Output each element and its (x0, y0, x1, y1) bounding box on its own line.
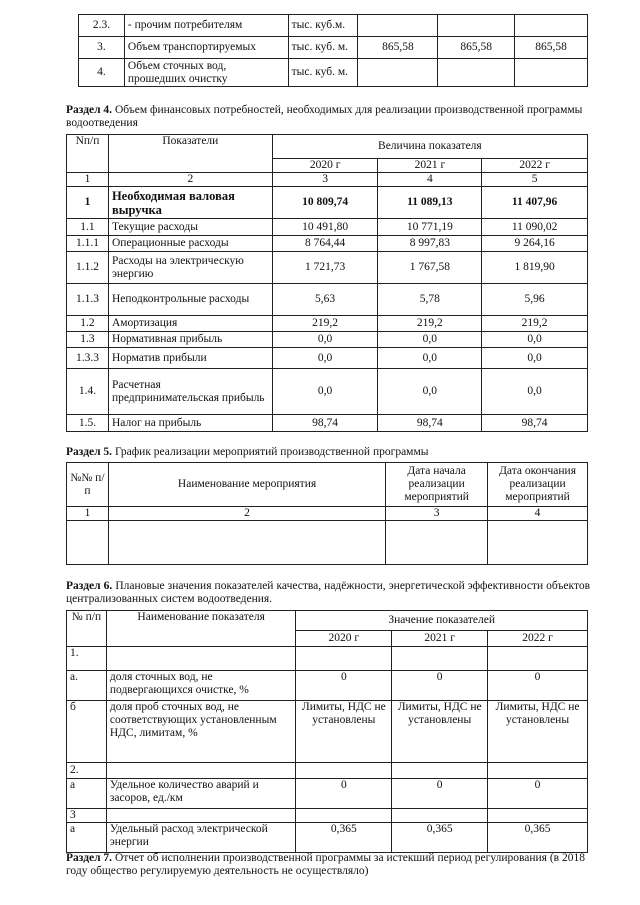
empty-cell (108, 521, 385, 565)
section-5-title: График реализации мероприятий производственной программы (114, 446, 429, 458)
header-end-date: Дата окончания реализации мероприятий (488, 463, 588, 507)
row-number: 2.3. (79, 15, 125, 37)
value-2022: 865,58 (515, 37, 588, 59)
value-2021: 0,0 (378, 348, 482, 369)
value-2021 (438, 59, 515, 87)
value-2021 (438, 15, 515, 37)
column-index-5: 5 (482, 173, 588, 187)
row-number: 1.1.2 (67, 252, 109, 284)
value-2022: 9 264,16 (482, 236, 588, 252)
row-name (106, 647, 296, 671)
table-row (67, 763, 588, 779)
financial-needs-table (66, 134, 588, 432)
value-2022 (488, 647, 588, 671)
value-2020: 0 (296, 671, 392, 701)
row-name: Неподконтрольные расходы (108, 284, 272, 316)
row-number: 1. (67, 647, 107, 671)
table-row (67, 779, 588, 809)
value-2022: 0,0 (482, 369, 588, 415)
row-number: 1.3 (67, 332, 109, 348)
section-4-title: Объем финансовых потребностей, необходимых для реализации производственной программы водоотведения (66, 104, 583, 129)
row-name: Необходимая валовая выручка (108, 187, 272, 219)
row-number: а. (67, 671, 107, 701)
value-2020: 10 809,74 (272, 187, 378, 219)
header-year-2021: 2021 г (392, 631, 488, 647)
row-number: а (67, 823, 107, 853)
section-4-label: Раздел 4. (66, 104, 113, 116)
value-2020: 5,63 (272, 284, 378, 316)
value-2021: 10 771,19 (378, 219, 482, 236)
header-start-date: Дата начала реализации мероприятий (386, 463, 488, 507)
row-name: Объем транспортируемых (124, 37, 288, 59)
table-row (67, 332, 588, 348)
table-row (79, 15, 588, 37)
table-row (67, 187, 588, 219)
row-name: Норматив прибыли (108, 348, 272, 369)
row-number: 1.3.3 (67, 348, 109, 369)
value-2021: 0,0 (378, 332, 482, 348)
empty-cell (488, 521, 588, 565)
value-2020 (358, 59, 438, 87)
value-2021 (392, 647, 488, 671)
value-2022: Лимиты, НДС не установлены (488, 701, 588, 763)
section-6-heading (66, 580, 590, 606)
value-2022 (515, 59, 588, 87)
value-2021: 98,74 (378, 415, 482, 432)
value-2022 (515, 15, 588, 37)
row-name: Операционные расходы (108, 236, 272, 252)
value-2022: 98,74 (482, 415, 588, 432)
value-2021: Лимиты, НДС не установлены (392, 701, 488, 763)
table-row (67, 823, 588, 853)
value-2022: 0 (488, 779, 588, 809)
row-number: а (67, 779, 107, 809)
value-2020: 0,0 (272, 369, 378, 415)
value-2021: 11 089,13 (378, 187, 482, 219)
row-number: б (67, 701, 107, 763)
table-row (67, 348, 588, 369)
table-row (79, 37, 588, 59)
empty-cell (67, 521, 109, 565)
section-4-heading (66, 104, 590, 130)
row-number: 1.5. (67, 415, 109, 432)
row-name: доля проб сточных вод, не соответствующих установленным НДС, лимитам, % (106, 701, 296, 763)
row-name: Налог на прибыль (108, 415, 272, 432)
column-index-3: 3 (386, 507, 488, 521)
value-2021 (392, 809, 488, 823)
section-6-label: Раздел 6. (66, 580, 113, 592)
row-unit: тыс. куб. м. (288, 37, 358, 59)
row-number: 1.1 (67, 219, 109, 236)
row-name: Нормативная прибыль (108, 332, 272, 348)
column-index-3: 3 (272, 173, 378, 187)
value-2022: 11 090,02 (482, 219, 588, 236)
value-2020: 1 721,73 (272, 252, 378, 284)
row-number: 1.2 (67, 316, 109, 332)
value-2022 (488, 809, 588, 823)
header-number: Nп/п (67, 135, 109, 173)
row-name: Удельное количество аварий и засоров, ед./км (106, 779, 296, 809)
table-row (67, 647, 588, 671)
table-row (67, 219, 588, 236)
section-5-heading (66, 446, 590, 459)
header-number: №№ п/п (67, 463, 109, 507)
row-unit: тыс. куб.м. (288, 15, 358, 37)
value-2020: 0,365 (296, 823, 392, 853)
header-value: Значение показателей (296, 611, 588, 631)
table-row (67, 236, 588, 252)
value-2022: 219,2 (482, 316, 588, 332)
row-name (106, 763, 296, 779)
value-2022: 11 407,96 (482, 187, 588, 219)
value-2022: 0,0 (482, 348, 588, 369)
row-name: Расчетная предпринимательская прибыль (108, 369, 272, 415)
schedule-table (66, 462, 588, 565)
value-2022: 0,0 (482, 332, 588, 348)
header-number: № п/п (67, 611, 107, 647)
column-index-1: 1 (67, 173, 109, 187)
value-2022: 0,365 (488, 823, 588, 853)
section-6-title: Плановые значения показателей качества, надёжности, энергетической эффективности объектов централизованных систем водоотведения. (66, 580, 591, 605)
column-index-4: 4 (378, 173, 482, 187)
value-2021: 1 767,58 (378, 252, 482, 284)
row-name: доля сточных вод, не подвергающихся очистке, % (106, 671, 296, 701)
value-2020: 865,58 (358, 37, 438, 59)
value-2021: 865,58 (438, 37, 515, 59)
value-2021: 0 (392, 779, 488, 809)
table-row (67, 521, 588, 565)
value-2022: 5,96 (482, 284, 588, 316)
table-row (67, 252, 588, 284)
value-2021 (392, 763, 488, 779)
section-5-label: Раздел 5. (66, 446, 113, 458)
header-year-2021: 2021 г (378, 159, 482, 173)
value-2021: 0,0 (378, 369, 482, 415)
value-2020: 219,2 (272, 316, 378, 332)
header-year-2020: 2020 г (296, 631, 392, 647)
row-name: Удельный расход электрической энергии (106, 823, 296, 853)
value-2022: 1 819,90 (482, 252, 588, 284)
header-indicator-name: Наименование показателя (106, 611, 296, 647)
section-7-title: Отчет об исполнении производственной программы за истекший период регулирования (в 2018 году общество регулируемую деятельность не осуществляло) (66, 852, 585, 877)
value-2020 (358, 15, 438, 37)
volume-table (78, 14, 588, 87)
value-2020: 0,0 (272, 332, 378, 348)
table-row (67, 809, 588, 823)
column-index-1: 1 (67, 507, 109, 521)
table-row (67, 369, 588, 415)
header-indicator: Показатели (108, 135, 272, 173)
column-index-2: 2 (108, 507, 385, 521)
row-number: 3 (67, 809, 107, 823)
table-row (67, 284, 588, 316)
table-row (67, 415, 588, 432)
row-number: 3. (79, 37, 125, 59)
row-name: Текущие расходы (108, 219, 272, 236)
empty-cell (386, 521, 488, 565)
header-activity-name: Наименование мероприятия (108, 463, 385, 507)
row-name: Объем сточных вод, прошедших очистку (124, 59, 288, 87)
row-name: Расходы на электрическую энергию (108, 252, 272, 284)
value-2020: 0,0 (272, 348, 378, 369)
value-2020: 0 (296, 779, 392, 809)
table-row (67, 316, 588, 332)
row-number: 1.4. (67, 369, 109, 415)
column-index-2: 2 (108, 173, 272, 187)
value-2020: 8 764,44 (272, 236, 378, 252)
row-name (106, 809, 296, 823)
column-index-4: 4 (488, 507, 588, 521)
header-value: Величина показателя (272, 135, 587, 159)
value-2020: 10 491,80 (272, 219, 378, 236)
table-row (67, 701, 588, 763)
header-year-2020: 2020 г (272, 159, 378, 173)
value-2020: Лимиты, НДС не установлены (296, 701, 392, 763)
value-2021: 0 (392, 671, 488, 701)
header-year-2022: 2022 г (482, 159, 588, 173)
row-number: 1.1.3 (67, 284, 109, 316)
value-2022: 0 (488, 671, 588, 701)
value-2022 (488, 763, 588, 779)
header-year-2022: 2022 г (488, 631, 588, 647)
value-2020 (296, 647, 392, 671)
row-number: 4. (79, 59, 125, 87)
row-number: 1.1.1 (67, 236, 109, 252)
value-2020: 98,74 (272, 415, 378, 432)
row-number: 2. (67, 763, 107, 779)
row-number: 1 (67, 187, 109, 219)
value-2021: 8 997,83 (378, 236, 482, 252)
row-name: Амортизация (108, 316, 272, 332)
table-row (67, 671, 588, 701)
value-2021: 0,365 (392, 823, 488, 853)
section-7-heading (66, 852, 590, 878)
quality-indicators-table (66, 610, 588, 853)
value-2021: 5,78 (378, 284, 482, 316)
value-2020 (296, 763, 392, 779)
row-name: - прочим потребителям (124, 15, 288, 37)
value-2020 (296, 809, 392, 823)
section-7-label: Раздел 7. (66, 852, 113, 864)
value-2021: 219,2 (378, 316, 482, 332)
table-row (79, 59, 588, 87)
row-unit: тыс. куб. м. (288, 59, 358, 87)
